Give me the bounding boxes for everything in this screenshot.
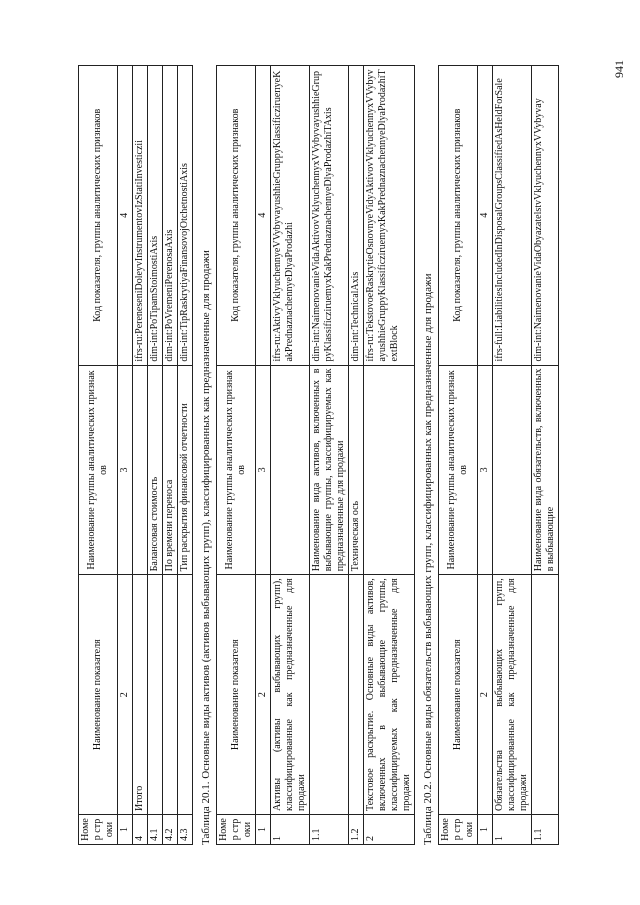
indicator-code: dim-int:NaimenovanieVidaObyazatelstvVklyuchennyxVVybyvay: [532, 66, 559, 366]
group-name: [364, 365, 415, 575]
indicator-code: ifrs-ru:TekstovoeRaskrytieOsnovnyeVidyAktivovVklyuchennyxVVybyvayushhieGruppyKlassificziruemyxKakPrednaznachennyeDlyaProdazhiTextBlock: [364, 66, 415, 366]
table-row: [493, 66, 532, 845]
table-header-row: [217, 66, 256, 845]
header-cell: Номер строки: [79, 815, 118, 845]
table-header-row: [79, 66, 118, 845]
indicator-code: dim-int:PoVremeniPerenosaAxis: [163, 66, 178, 366]
table-row: [364, 66, 415, 845]
indicator-name: [532, 575, 559, 815]
column-number: 3: [118, 365, 133, 575]
column-number: 3: [478, 365, 493, 575]
header-cell: Код показателя, группы аналитических признаков: [439, 66, 478, 366]
table-row: [178, 66, 193, 845]
header-cell: Наименование группы аналитических признаков: [217, 365, 256, 575]
column-number: 4: [478, 66, 493, 366]
header-cell: Наименование группы аналитических признаков: [439, 365, 478, 575]
page-number: 941: [612, 60, 626, 78]
indicator-name: [310, 575, 349, 815]
group-name: Наименование вида обязательств, включенных в выбывающие: [532, 365, 559, 575]
table-row: [271, 66, 310, 845]
group-name: [271, 365, 310, 575]
row-number: 4.3: [178, 815, 193, 845]
column-number-row: [256, 66, 271, 845]
column-number: 1: [118, 815, 133, 845]
table-20-1: [216, 65, 415, 845]
row-number: 1: [271, 815, 310, 845]
table-header-row: [439, 66, 478, 845]
column-number: 4: [118, 66, 133, 366]
indicator-code: ifrs-full:LiabilitiesIncludedInDisposalGroupsClassifiedAsHeldForSale: [493, 66, 532, 366]
indicator-code: dim-int:TipRaskrytiyaFinansovojOtchetnostiAxis: [178, 66, 193, 366]
header-cell: Номер строки: [217, 815, 256, 845]
row-number: 4: [133, 815, 148, 845]
indicator-code: ifrs-ru:PereneseniDoleyvInstrumentovIzStatiInvesticzii: [133, 66, 148, 366]
group-name: По времени переноса: [163, 365, 178, 575]
header-cell: Наименование группы аналитических признаков: [79, 365, 118, 575]
rotated-page-content: [78, 65, 618, 845]
indicator-name: Активы (активы выбывающих групп), классифицированные как предназначенные для продажи: [271, 575, 310, 815]
indicator-name: Итого: [133, 575, 148, 815]
row-number: 1: [493, 815, 532, 845]
column-number: 2: [256, 575, 271, 815]
row-number: 1.1: [532, 815, 559, 845]
column-number: 2: [118, 575, 133, 815]
header-cell: Наименование показателя: [439, 575, 478, 815]
row-number: 1.1: [310, 815, 349, 845]
group-name: Балансовая стоимость: [148, 365, 163, 575]
indicator-code: ifrs-ru:AktivyVklyuchennyeVVybyvayushhieGruppyKlassificzirueпyeKakPrednaznachennyeDlyaProdazhi: [271, 66, 310, 366]
column-number-row: [478, 66, 493, 845]
header-cell: Наименование показателя: [217, 575, 256, 815]
group-name: Наименование вида активов, включенных в выбывающие группы, классифицируемых как предназначенные для продажи: [310, 365, 349, 575]
row-number: 2: [364, 815, 415, 845]
column-number-row: [118, 66, 133, 845]
row-number: 1.2: [349, 815, 364, 845]
table-row: [163, 66, 178, 845]
indicator-name: [178, 575, 193, 815]
indicator-code: dim-int:PoTipamStoimostiAxis: [148, 66, 163, 366]
table-row: [532, 66, 559, 845]
column-number: 4: [256, 66, 271, 366]
header-cell: Код показателя, группы аналитических признаков: [217, 66, 256, 366]
table-caption: Таблица 20.1. Основные виды активов (активов выбывающих групп), классифицированных как предназначенные для продажи: [200, 250, 212, 845]
group-name: [493, 365, 532, 575]
indicator-name: Обязательства выбывающих групп, классифицированные как предназначенные для продажи: [493, 575, 532, 815]
column-number: 1: [256, 815, 271, 845]
indicator-name: [148, 575, 163, 815]
header-cell: Номер строки: [439, 815, 478, 845]
table-20-2: [438, 65, 559, 845]
column-number: 1: [478, 815, 493, 845]
table-row: [349, 66, 364, 845]
indicator-code: dim-int:NaimenovanieVidaAktivovVklyuchennyxVVybyvayushhieGruppyKlassificziruemyxKakPrednaznachennyeDlyaProdazhiTAxis: [310, 66, 349, 366]
group-name: Тип раскрытия финансовой отчетности: [178, 365, 193, 575]
indicator-name: [163, 575, 178, 815]
table-caption: Таблица 20.2. Основные виды обязательств выбывающих групп, классифицированных как предназначенные для продажи: [422, 273, 434, 845]
header-cell: Код показателя, группы аналитических признаков: [79, 66, 118, 366]
row-number: 4.1: [148, 815, 163, 845]
group-name: [133, 365, 148, 575]
group-name: Техническая ось: [349, 365, 364, 575]
indicator-name: [349, 575, 364, 815]
row-number: 4.2: [163, 815, 178, 845]
table-continuation: [78, 65, 193, 845]
indicator-code: dim-int:TechnicalAxis: [349, 66, 364, 366]
table-row: [148, 66, 163, 845]
column-number: 3: [256, 365, 271, 575]
column-number: 2: [478, 575, 493, 815]
header-cell: Наименование показателя: [79, 575, 118, 815]
indicator-name: Текстовое раскрытие. Основные виды активов, включенных в выбывающие группы, классифицируемых как предназначенные для продажи: [364, 575, 415, 815]
table-row: [310, 66, 349, 845]
table-row: [133, 66, 148, 845]
